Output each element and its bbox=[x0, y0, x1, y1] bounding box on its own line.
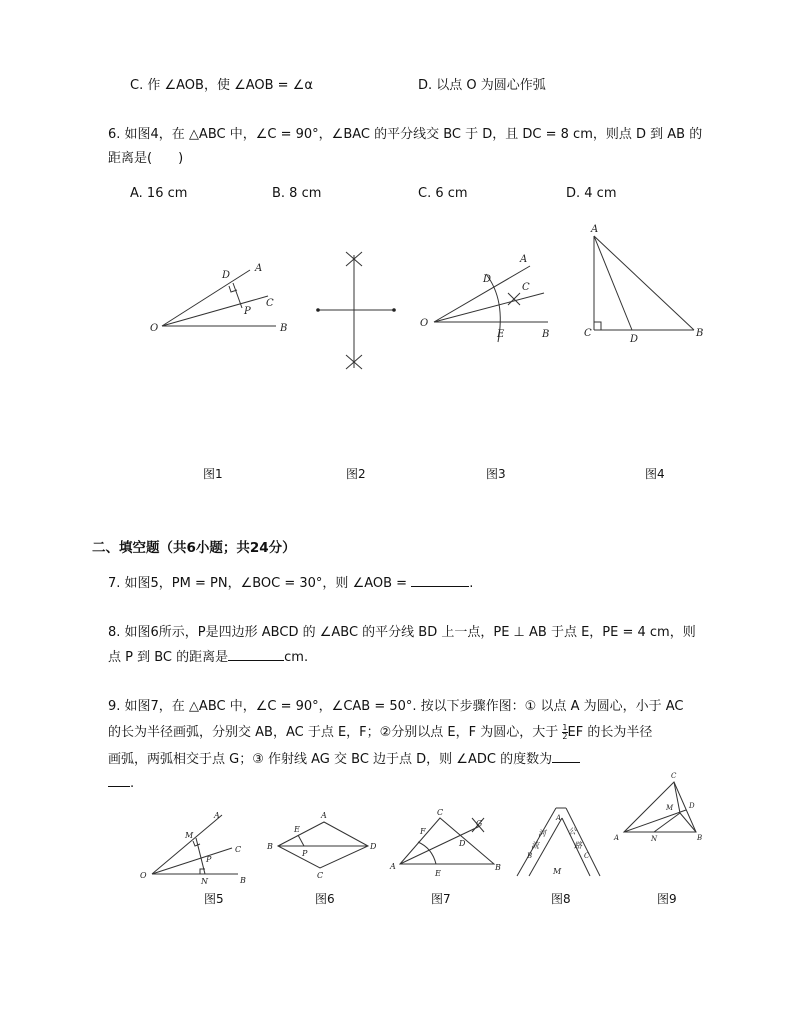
fig6-label-e: E bbox=[294, 825, 300, 834]
fig3-label-b: B bbox=[542, 329, 550, 340]
q9-end: . bbox=[130, 776, 135, 791]
fig9-label-d: D bbox=[689, 802, 695, 810]
fig5-label-n: N bbox=[201, 877, 208, 886]
fig1-label-b: B bbox=[280, 323, 288, 334]
fig5-label-p: P bbox=[206, 855, 212, 864]
q6-option-b: B. 8 cm bbox=[272, 186, 322, 201]
caption-fig8: 图8 bbox=[551, 892, 571, 906]
fig1-label-d: D bbox=[222, 270, 231, 281]
fig8-label-liu: 流 bbox=[531, 841, 539, 850]
q9-fraction: $\frac{1}{2}$ bbox=[562, 723, 568, 741]
fig7-label-b: B bbox=[495, 863, 501, 872]
fig3-label-d: D bbox=[483, 274, 492, 285]
q7-end: . bbox=[469, 576, 474, 591]
fig7-label-c: C bbox=[437, 808, 444, 817]
q9-text-b: EF 的长为半径 bbox=[567, 725, 653, 740]
fig7-label-e: E bbox=[435, 869, 441, 878]
q6-line2: 距离是( ) bbox=[108, 151, 184, 166]
q9-line1: 9. 如图7，在 △ABC 中，∠C = 90°，∠CAB = 50°. 按以下步骤作图：① 以点 A 为圆心，小于 AC bbox=[108, 699, 684, 714]
fig5-label-a: A bbox=[214, 811, 220, 820]
fig8-label-b: B bbox=[527, 852, 533, 860]
fig8-label-c: C bbox=[584, 852, 590, 860]
q8-text-a: 点 P 到 BC 的距离是 bbox=[108, 650, 229, 665]
fig1-label-c: C bbox=[266, 298, 274, 309]
q8-text-b: cm. bbox=[284, 650, 309, 665]
q7-text: 7. 如图5，PM = PN，∠BOC = 30°，则 ∠AOB = bbox=[108, 576, 412, 591]
fig6-label-d: D bbox=[370, 842, 377, 851]
caption-fig2: 图2 bbox=[346, 467, 366, 481]
fig7-label-d: D bbox=[459, 839, 466, 848]
q5-option-c: C. 作 ∠AOB，使 ∠AOB = ∠α bbox=[130, 78, 313, 93]
section-title: 二、填空题（共6小题；共24分） bbox=[92, 540, 296, 556]
caption-fig5: 图5 bbox=[204, 892, 224, 906]
fig5-label-b: B bbox=[240, 876, 246, 885]
fig5-label-c: C bbox=[235, 845, 242, 854]
fig4-label-c: C bbox=[584, 328, 592, 339]
fig5-label-m: M bbox=[185, 831, 194, 840]
fig6-label-b: B bbox=[267, 842, 273, 851]
q5-option-d: D. 以点 O 为圆心作弧 bbox=[418, 78, 546, 93]
fig7-label-a: A bbox=[390, 862, 396, 871]
caption-fig4: 图4 bbox=[645, 467, 665, 481]
fig9-label-n: N bbox=[651, 835, 658, 843]
fig6-label-p: P bbox=[302, 849, 308, 858]
fig3-label-o: O bbox=[420, 318, 429, 329]
fig1-label-p: P bbox=[244, 306, 251, 317]
fig6-label-a: A bbox=[321, 811, 327, 820]
fig7-label-f: F bbox=[420, 827, 426, 836]
fig4-label-d: D bbox=[630, 334, 639, 345]
q8-line1: 8. 如图6所示，P是四边形 ABCD 的 ∠ABC 的平分线 BD 上一点，PE ⊥ AB 于点 E，PE = 4 cm，则 bbox=[108, 625, 696, 640]
caption-fig9: 图9 bbox=[657, 892, 677, 906]
q6-line1: 6. 如图4，在 △ABC 中，∠C = 90°，∠BAC 的平分线交 BC 于 D，且 DC = 8 cm，则点 D 到 AB 的 bbox=[108, 127, 703, 142]
fig8-label-he: 河 bbox=[538, 829, 546, 838]
fig6-label-c: C bbox=[317, 871, 324, 880]
caption-fig7: 图7 bbox=[431, 892, 451, 906]
fig3-label-e: E bbox=[497, 329, 505, 340]
fig3-label-c: C bbox=[522, 282, 530, 293]
caption-fig6: 图6 bbox=[315, 892, 335, 906]
fig9-label-m: M bbox=[666, 804, 674, 812]
fig5-label-o: O bbox=[140, 871, 147, 880]
q6-option-d: D. 4 cm bbox=[566, 186, 617, 201]
fig9-label-a: A bbox=[614, 834, 620, 842]
caption-fig3: 图3 bbox=[486, 467, 506, 481]
q9-text-c: 画弧，两弧相交于点 G；③ 作射线 AG 交 BC 边于点 D，则 ∠ADC 的度数为 bbox=[108, 752, 553, 767]
fig3-label-a: A bbox=[520, 254, 528, 265]
fig9-label-b: B bbox=[697, 834, 703, 842]
q6-option-a: A. 16 cm bbox=[130, 186, 188, 201]
fig8-label-m: M bbox=[553, 867, 562, 876]
fig8-label-gong: 公 bbox=[568, 827, 576, 836]
fig8-label-a: A bbox=[556, 814, 562, 822]
fig1-label-a: A bbox=[255, 263, 263, 274]
fig9-label-c: C bbox=[671, 772, 677, 780]
q6-option-c: C. 6 cm bbox=[418, 186, 468, 201]
fig7-label-g: G bbox=[476, 819, 483, 828]
fig8-label-lu: 路 bbox=[574, 841, 582, 850]
fig1-label-o: O bbox=[150, 323, 159, 334]
q9-text-a: 的长为半径画弧，分别交 AB，AC 于点 E，F；②分别以点 E，F 为圆心，大于 bbox=[108, 725, 559, 740]
fig4-label-a: A bbox=[591, 224, 599, 235]
caption-fig1: 图1 bbox=[203, 467, 223, 481]
fig4-label-b: B bbox=[696, 328, 704, 339]
